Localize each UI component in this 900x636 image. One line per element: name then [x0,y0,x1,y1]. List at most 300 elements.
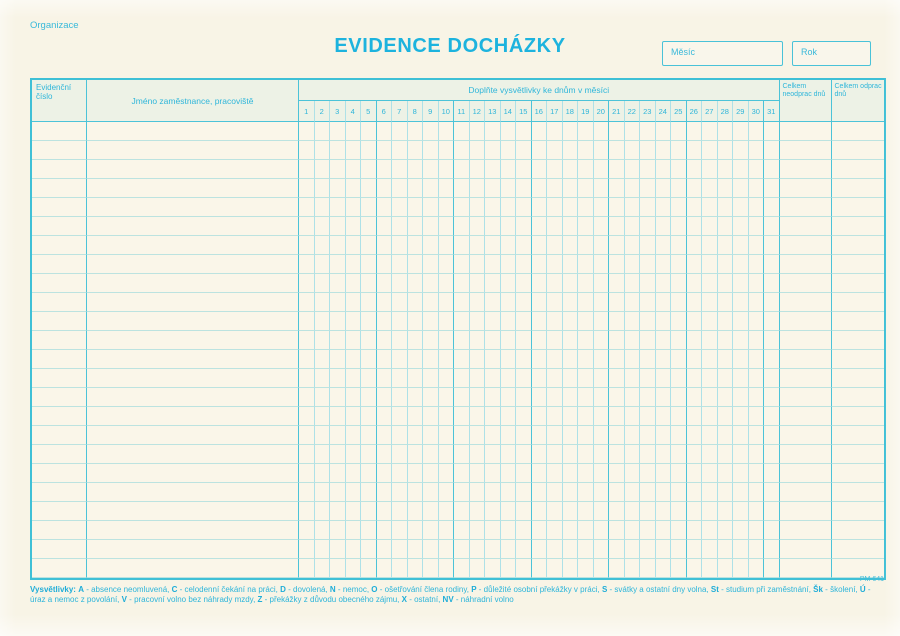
day-cell[interactable] [346,198,362,217]
total-worked-cell[interactable] [832,122,884,141]
day-cell[interactable] [408,540,424,559]
employee-name-cell[interactable] [87,369,299,388]
day-cell[interactable] [671,141,687,160]
day-cell[interactable] [392,502,408,521]
day-cell[interactable] [470,217,486,236]
day-cell[interactable] [408,559,424,578]
day-cell[interactable] [501,502,517,521]
day-cell[interactable] [749,141,765,160]
total-worked-cell[interactable] [832,407,884,426]
day-cell[interactable] [733,559,749,578]
day-cell[interactable] [702,559,718,578]
day-cell[interactable] [718,464,734,483]
day-cell[interactable] [454,502,470,521]
day-cell[interactable] [640,198,656,217]
day-cell[interactable] [330,312,346,331]
day-cell[interactable] [656,388,672,407]
day-cell[interactable] [439,502,455,521]
day-cell[interactable] [330,559,346,578]
day-cell[interactable] [532,445,548,464]
day-cell[interactable] [547,312,563,331]
day-cell[interactable] [315,445,331,464]
day-cell[interactable] [640,445,656,464]
day-cell[interactable] [594,141,610,160]
day-cell[interactable] [702,217,718,236]
total-worked-cell[interactable] [832,369,884,388]
day-cell[interactable] [299,160,315,179]
day-cell[interactable] [640,331,656,350]
day-cell[interactable] [656,198,672,217]
total-worked-cell[interactable] [832,293,884,312]
day-cell[interactable] [377,274,393,293]
day-cell[interactable] [361,179,377,198]
day-cell[interactable] [671,255,687,274]
day-cell[interactable] [315,426,331,445]
employee-name-cell[interactable] [87,407,299,426]
day-cell[interactable] [578,464,594,483]
total-worked-cell[interactable] [832,388,884,407]
day-cell[interactable] [408,369,424,388]
evidence-number-cell[interactable] [32,179,87,198]
day-cell[interactable] [516,464,532,483]
day-cell[interactable] [377,483,393,502]
day-cell[interactable] [315,179,331,198]
day-cell[interactable] [547,407,563,426]
day-cell[interactable] [578,274,594,293]
total-worked-cell[interactable] [832,445,884,464]
day-cell[interactable] [532,122,548,141]
day-cell[interactable] [656,141,672,160]
day-cell[interactable] [718,255,734,274]
day-cell[interactable] [299,217,315,236]
day-cell[interactable] [532,502,548,521]
total-not-worked-cell[interactable] [780,502,832,521]
day-cell[interactable] [687,521,703,540]
total-worked-cell[interactable] [832,255,884,274]
day-cell[interactable] [764,350,780,369]
day-cell[interactable] [687,293,703,312]
day-cell[interactable] [361,369,377,388]
day-cell[interactable] [532,464,548,483]
day-cell[interactable] [346,369,362,388]
day-cell[interactable] [718,559,734,578]
day-cell[interactable] [485,483,501,502]
day-cell[interactable] [315,312,331,331]
day-cell[interactable] [516,369,532,388]
day-cell[interactable] [299,236,315,255]
day-cell[interactable] [563,407,579,426]
day-cell[interactable] [299,502,315,521]
day-cell[interactable] [470,293,486,312]
day-cell[interactable] [640,502,656,521]
day-cell[interactable] [594,179,610,198]
day-cell[interactable] [532,141,548,160]
day-cell[interactable] [485,559,501,578]
day-cell[interactable] [671,198,687,217]
day-cell[interactable] [330,483,346,502]
day-cell[interactable] [733,521,749,540]
day-cell[interactable] [718,369,734,388]
day-cell[interactable] [392,236,408,255]
day-cell[interactable] [377,426,393,445]
day-cell[interactable] [749,350,765,369]
day-cell[interactable] [392,388,408,407]
day-cell[interactable] [625,407,641,426]
evidence-number-cell[interactable] [32,274,87,293]
total-not-worked-cell[interactable] [780,293,832,312]
day-cell[interactable] [299,369,315,388]
day-cell[interactable] [408,388,424,407]
total-not-worked-cell[interactable] [780,464,832,483]
day-cell[interactable] [733,388,749,407]
day-cell[interactable] [330,331,346,350]
day-cell[interactable] [423,255,439,274]
day-cell[interactable] [749,445,765,464]
day-cell[interactable] [671,331,687,350]
day-cell[interactable] [609,502,625,521]
month-field[interactable] [662,41,783,66]
day-cell[interactable] [625,483,641,502]
day-cell[interactable] [423,559,439,578]
day-cell[interactable] [330,236,346,255]
day-cell[interactable] [718,350,734,369]
day-cell[interactable] [547,179,563,198]
day-cell[interactable] [749,502,765,521]
day-cell[interactable] [408,350,424,369]
day-cell[interactable] [516,293,532,312]
day-cell[interactable] [423,483,439,502]
day-cell[interactable] [640,407,656,426]
day-cell[interactable] [439,483,455,502]
day-cell[interactable] [408,179,424,198]
day-cell[interactable] [346,407,362,426]
day-cell[interactable] [594,312,610,331]
day-cell[interactable] [423,350,439,369]
day-cell[interactable] [392,464,408,483]
day-cell[interactable] [702,255,718,274]
day-cell[interactable] [578,521,594,540]
day-cell[interactable] [764,198,780,217]
day-cell[interactable] [392,559,408,578]
employee-name-cell[interactable] [87,559,299,578]
total-not-worked-cell[interactable] [780,179,832,198]
day-cell[interactable] [609,293,625,312]
day-cell[interactable] [625,160,641,179]
day-cell[interactable] [609,160,625,179]
day-cell[interactable] [439,141,455,160]
day-cell[interactable] [702,274,718,293]
day-cell[interactable] [361,426,377,445]
day-cell[interactable] [656,407,672,426]
day-cell[interactable] [656,293,672,312]
day-cell[interactable] [702,369,718,388]
day-cell[interactable] [439,160,455,179]
day-cell[interactable] [563,198,579,217]
day-cell[interactable] [377,369,393,388]
day-cell[interactable] [594,255,610,274]
day-cell[interactable] [392,369,408,388]
day-cell[interactable] [346,160,362,179]
day-cell[interactable] [346,483,362,502]
day-cell[interactable] [423,426,439,445]
day-cell[interactable] [547,255,563,274]
day-cell[interactable] [578,445,594,464]
evidence-number-cell[interactable] [32,559,87,578]
day-cell[interactable] [470,426,486,445]
day-cell[interactable] [625,464,641,483]
day-cell[interactable] [609,274,625,293]
day-cell[interactable] [454,312,470,331]
employee-name-cell[interactable] [87,274,299,293]
day-cell[interactable] [315,274,331,293]
day-cell[interactable] [439,540,455,559]
day-cell[interactable] [671,236,687,255]
day-cell[interactable] [470,407,486,426]
day-cell[interactable] [764,407,780,426]
day-cell[interactable] [687,407,703,426]
day-cell[interactable] [408,274,424,293]
day-cell[interactable] [299,198,315,217]
day-cell[interactable] [501,122,517,141]
day-cell[interactable] [718,502,734,521]
day-cell[interactable] [718,179,734,198]
total-worked-cell[interactable] [832,217,884,236]
day-cell[interactable] [454,483,470,502]
day-cell[interactable] [656,179,672,198]
day-cell[interactable] [315,521,331,540]
day-cell[interactable] [702,445,718,464]
day-cell[interactable] [687,122,703,141]
total-not-worked-cell[interactable] [780,521,832,540]
day-cell[interactable] [563,369,579,388]
total-not-worked-cell[interactable] [780,369,832,388]
day-cell[interactable] [578,350,594,369]
day-cell[interactable] [470,521,486,540]
day-cell[interactable] [625,445,641,464]
day-cell[interactable] [702,350,718,369]
day-cell[interactable] [718,293,734,312]
day-cell[interactable] [423,160,439,179]
day-cell[interactable] [671,464,687,483]
day-cell[interactable] [501,464,517,483]
day-cell[interactable] [625,217,641,236]
day-cell[interactable] [640,255,656,274]
day-cell[interactable] [594,293,610,312]
day-cell[interactable] [547,502,563,521]
day-cell[interactable] [578,198,594,217]
day-cell[interactable] [470,331,486,350]
day-cell[interactable] [764,483,780,502]
day-cell[interactable] [361,122,377,141]
day-cell[interactable] [563,179,579,198]
total-worked-cell[interactable] [832,274,884,293]
day-cell[interactable] [563,426,579,445]
day-cell[interactable] [749,331,765,350]
day-cell[interactable] [718,236,734,255]
day-cell[interactable] [656,274,672,293]
day-cell[interactable] [392,179,408,198]
day-cell[interactable] [423,122,439,141]
day-cell[interactable] [547,521,563,540]
day-cell[interactable] [485,445,501,464]
day-cell[interactable] [764,217,780,236]
day-cell[interactable] [501,540,517,559]
day-cell[interactable] [749,426,765,445]
day-cell[interactable] [346,388,362,407]
total-not-worked-cell[interactable] [780,483,832,502]
day-cell[interactable] [733,540,749,559]
day-cell[interactable] [733,350,749,369]
day-cell[interactable] [656,502,672,521]
day-cell[interactable] [392,293,408,312]
day-cell[interactable] [733,179,749,198]
day-cell[interactable] [733,198,749,217]
day-cell[interactable] [392,445,408,464]
day-cell[interactable] [625,312,641,331]
day-cell[interactable] [594,350,610,369]
day-cell[interactable] [361,464,377,483]
day-cell[interactable] [299,540,315,559]
day-cell[interactable] [563,160,579,179]
day-cell[interactable] [594,540,610,559]
day-cell[interactable] [733,369,749,388]
day-cell[interactable] [423,236,439,255]
day-cell[interactable] [656,331,672,350]
day-cell[interactable] [749,407,765,426]
day-cell[interactable] [501,388,517,407]
day-cell[interactable] [330,255,346,274]
day-cell[interactable] [594,483,610,502]
day-cell[interactable] [640,141,656,160]
day-cell[interactable] [454,141,470,160]
day-cell[interactable] [671,122,687,141]
day-cell[interactable] [408,198,424,217]
day-cell[interactable] [687,312,703,331]
day-cell[interactable] [532,559,548,578]
day-cell[interactable] [578,426,594,445]
day-cell[interactable] [454,122,470,141]
day-cell[interactable] [315,160,331,179]
day-cell[interactable] [485,141,501,160]
day-cell[interactable] [454,255,470,274]
day-cell[interactable] [718,445,734,464]
total-not-worked-cell[interactable] [780,198,832,217]
day-cell[interactable] [702,483,718,502]
day-cell[interactable] [718,274,734,293]
day-cell[interactable] [408,160,424,179]
employee-name-cell[interactable] [87,312,299,331]
day-cell[interactable] [687,274,703,293]
day-cell[interactable] [516,483,532,502]
evidence-number-cell[interactable] [32,426,87,445]
day-cell[interactable] [594,464,610,483]
day-cell[interactable] [454,179,470,198]
total-worked-cell[interactable] [832,426,884,445]
day-cell[interactable] [687,388,703,407]
day-cell[interactable] [439,521,455,540]
day-cell[interactable] [330,198,346,217]
day-cell[interactable] [749,483,765,502]
evidence-number-cell[interactable] [32,350,87,369]
day-cell[interactable] [764,426,780,445]
evidence-number-cell[interactable] [32,217,87,236]
day-cell[interactable] [640,540,656,559]
day-cell[interactable] [671,445,687,464]
day-cell[interactable] [718,217,734,236]
day-cell[interactable] [454,236,470,255]
day-cell[interactable] [330,293,346,312]
day-cell[interactable] [377,236,393,255]
day-cell[interactable] [392,350,408,369]
day-cell[interactable] [516,274,532,293]
day-cell[interactable] [656,521,672,540]
day-cell[interactable] [485,312,501,331]
day-cell[interactable] [547,160,563,179]
day-cell[interactable] [532,483,548,502]
day-cell[interactable] [764,122,780,141]
day-cell[interactable] [516,502,532,521]
day-cell[interactable] [423,331,439,350]
day-cell[interactable] [346,445,362,464]
employee-name-cell[interactable] [87,502,299,521]
day-cell[interactable] [377,122,393,141]
day-cell[interactable] [563,350,579,369]
employee-name-cell[interactable] [87,483,299,502]
day-cell[interactable] [671,160,687,179]
day-cell[interactable] [578,502,594,521]
evidence-number-cell[interactable] [32,236,87,255]
day-cell[interactable] [563,312,579,331]
day-cell[interactable] [594,559,610,578]
day-cell[interactable] [687,369,703,388]
day-cell[interactable] [501,217,517,236]
day-cell[interactable] [578,179,594,198]
day-cell[interactable] [439,122,455,141]
day-cell[interactable] [439,369,455,388]
day-cell[interactable] [532,217,548,236]
day-cell[interactable] [485,464,501,483]
day-cell[interactable] [625,122,641,141]
day-cell[interactable] [702,236,718,255]
day-cell[interactable] [423,141,439,160]
day-cell[interactable] [687,198,703,217]
day-cell[interactable] [532,426,548,445]
day-cell[interactable] [764,255,780,274]
day-cell[interactable] [687,331,703,350]
day-cell[interactable] [656,217,672,236]
day-cell[interactable] [501,141,517,160]
day-cell[interactable] [377,540,393,559]
day-cell[interactable] [687,502,703,521]
day-cell[interactable] [733,331,749,350]
day-cell[interactable] [299,483,315,502]
day-cell[interactable] [377,407,393,426]
day-cell[interactable] [749,198,765,217]
day-cell[interactable] [470,559,486,578]
day-cell[interactable] [609,426,625,445]
day-cell[interactable] [408,331,424,350]
day-cell[interactable] [361,407,377,426]
day-cell[interactable] [470,236,486,255]
day-cell[interactable] [718,407,734,426]
day-cell[interactable] [392,255,408,274]
day-cell[interactable] [578,540,594,559]
day-cell[interactable] [408,407,424,426]
day-cell[interactable] [470,274,486,293]
evidence-number-cell[interactable] [32,521,87,540]
day-cell[interactable] [625,141,641,160]
day-cell[interactable] [485,160,501,179]
